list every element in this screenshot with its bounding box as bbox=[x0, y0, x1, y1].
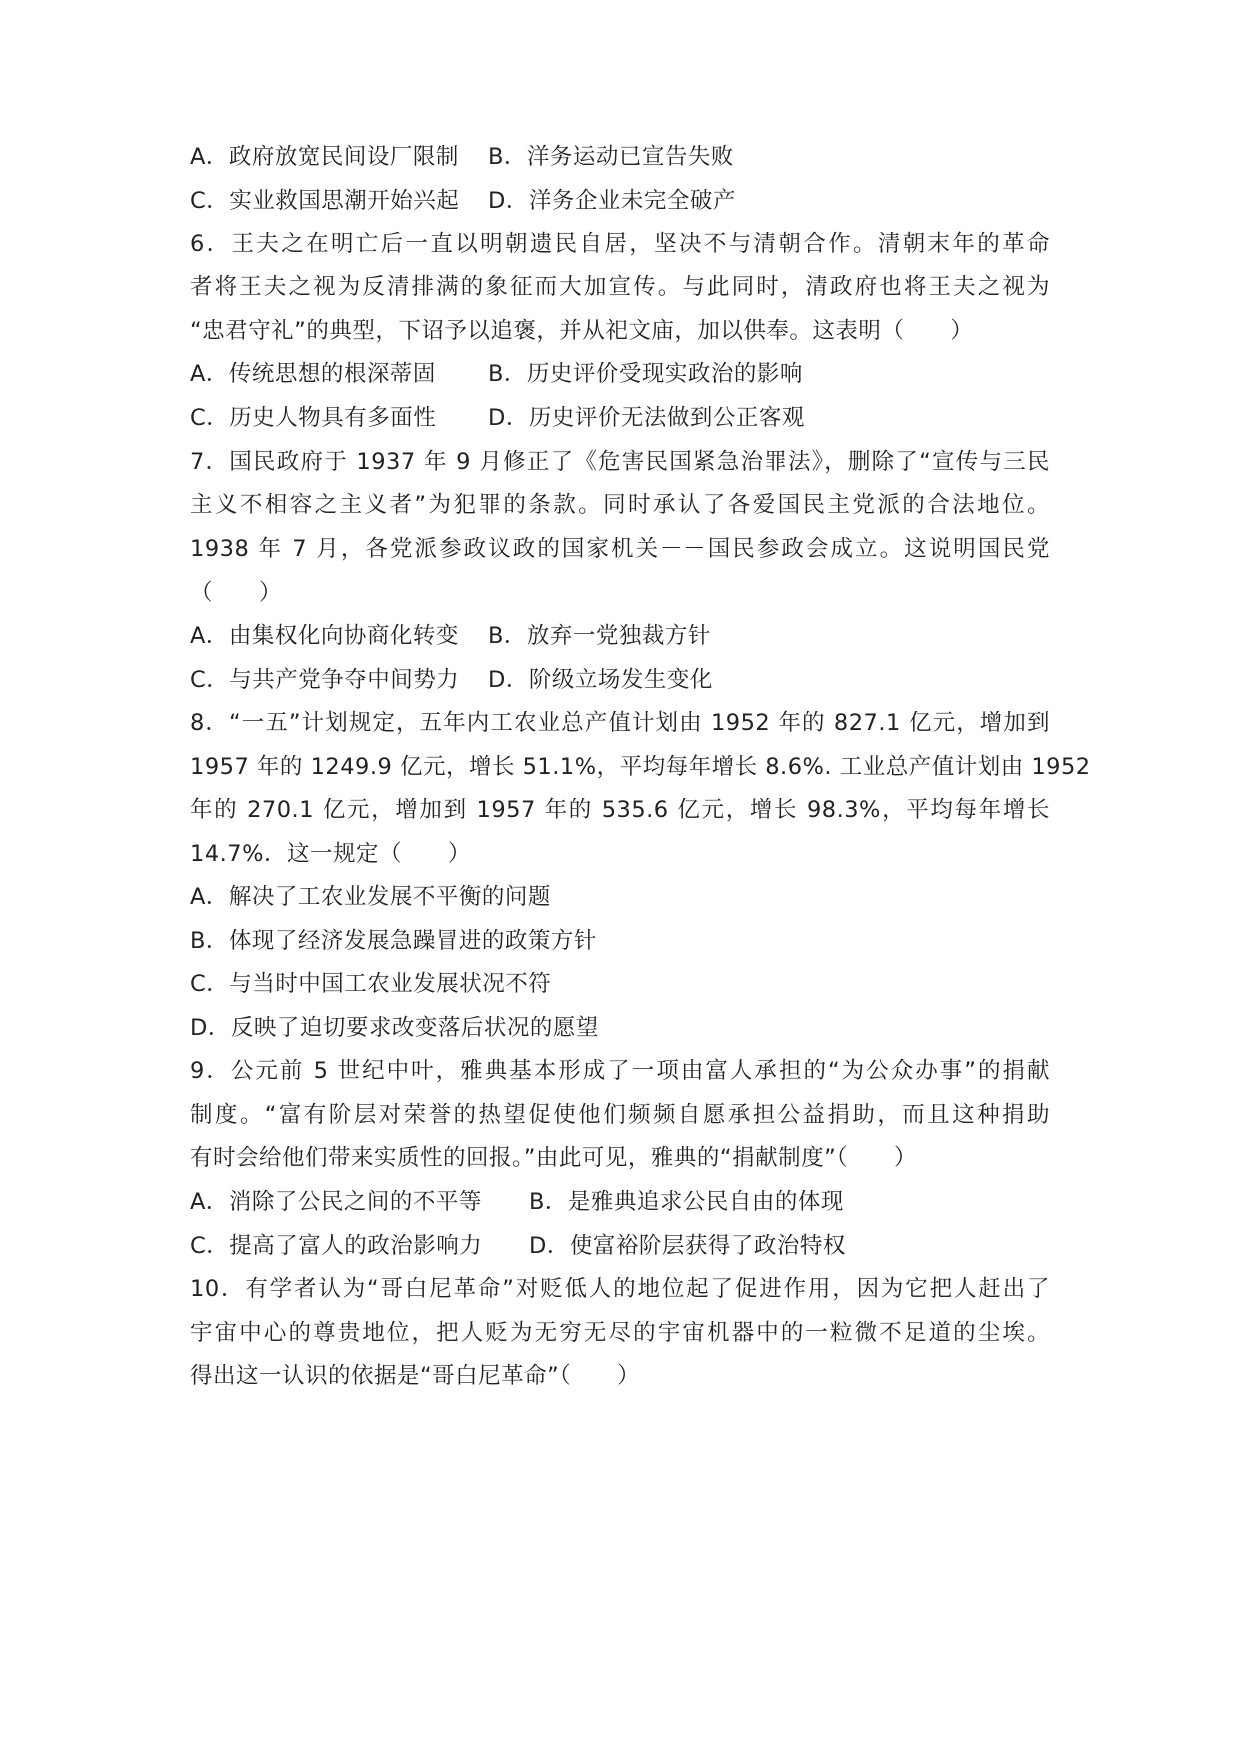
q9-option-d: D．使富裕阶层获得了政治特权 bbox=[529, 1233, 846, 1259]
q9-stem-line-1: 9．公元前 5 世纪中叶，雅典基本形成了一项由富人承担的“为公众办事”的捐献 bbox=[190, 1058, 1050, 1084]
q8-stem-line-1: 8．“一五”计划规定，五年内工农业总产值计划由 1952 年的 827.1 亿元，增加到 bbox=[190, 710, 1050, 736]
q6-option-d: D．历史评价无法做到公正客观 bbox=[488, 405, 805, 431]
q6-stem-line-2: 者将王夫之视为反清排满的象征而大加宣传。与此同时，清政府也将王夫之视为 bbox=[190, 274, 1050, 300]
q7-option-a: A．由集权化向协商化转变 bbox=[190, 623, 459, 649]
q8-stem-line-2: 1957 年的 1249.9 亿元，增长 51.1%，平均每年增长 8.6%. 工业总产值计划由 1952 bbox=[190, 754, 1091, 780]
q7-stem-line-4: （ ） bbox=[190, 580, 283, 606]
q7-stem-line-2: 主义不相容之主义者”为犯罪的条款。同时承认了各爱国民主党派的合法地位。 bbox=[190, 492, 1050, 518]
q8-option-c: C．与当时中国工农业发展状况不符 bbox=[190, 971, 552, 997]
q5-option-b: B．洋务运动已宣告失败 bbox=[488, 144, 734, 170]
q10-stem-line-2: 宇宙中心的尊贵地位，把人贬为无穷无尽的宇宙机器中的一粒微不足道的尘埃。 bbox=[190, 1320, 1050, 1346]
q6-option-b: B．历史评价受现实政治的影响 bbox=[488, 361, 803, 387]
q6-option-c: C．历史人物具有多面性 bbox=[190, 405, 437, 431]
q7-option-d: D．阶级立场发生变化 bbox=[488, 667, 713, 693]
q7-option-c: C．与共产党争夺中间势力 bbox=[190, 667, 460, 693]
q6-stem-line-1: 6．王夫之在明亡后一直以明朝遗民自居，坚决不与清朝合作。清朝末年的革命 bbox=[190, 231, 1050, 257]
q9-option-c: C．提高了富人的政治影响力 bbox=[190, 1233, 483, 1259]
q10-stem-line-1: 10．有学者认为“哥白尼革命”对贬低人的地位起了促进作用，因为它把人赶出了 bbox=[190, 1276, 1050, 1302]
q5-option-d: D．洋务企业未完全破产 bbox=[488, 188, 736, 214]
q8-option-b: B．体现了经济发展急躁冒进的政策方针 bbox=[190, 928, 597, 954]
q10-stem-line-3: 得出这一认识的依据是“哥白尼革命”（ ） bbox=[190, 1363, 641, 1389]
q5-option-a: A．政府放宽民间设厂限制 bbox=[190, 144, 459, 170]
q7-option-b: B．放弃一党独裁方针 bbox=[488, 623, 711, 649]
q6-stem-line-3: “忠君守礼”的典型，下诏予以追褒，并从祀文庙，加以供奉。这表明（ ） bbox=[190, 318, 974, 344]
q6-option-a: A．传统思想的根深蒂固 bbox=[190, 361, 436, 387]
q7-stem-line-1: 7．国民政府于 1937 年 9 月修正了《危害民国紧急治罪法》，删除了“宣传与三民 bbox=[190, 449, 1050, 475]
q8-option-a: A．解决了工农业发展不平衡的问题 bbox=[190, 884, 551, 910]
q8-option-d: D．反映了迫切要求改变落后状况的愿望 bbox=[190, 1015, 599, 1041]
q9-stem-line-3: 有时会给他们带来实质性的回报。”由此可见，雅典的“捐献制度”（ ） bbox=[190, 1145, 917, 1171]
q8-stem-line-4: 14.7%．这一规定（ ） bbox=[190, 841, 471, 867]
q7-stem-line-3: 1938 年 7 月，各党派参政议政的国家机关－－国民参政会成立。这说明国民党 bbox=[190, 536, 1050, 562]
q9-stem-line-2: 制度。“富有阶层对荣誉的热望促使他们频频自愿承担公益捐助，而且这种捐助 bbox=[190, 1102, 1050, 1128]
q9-option-b: B．是雅典追求公民自由的体现 bbox=[529, 1189, 844, 1215]
q5-option-c: C．实业救国思潮开始兴起 bbox=[190, 188, 460, 214]
q8-stem-line-3: 年的 270.1 亿元，增加到 1957 年的 535.6 亿元，增长 98.3%，平均每年增长 bbox=[190, 797, 1050, 823]
q9-option-a: A．消除了公民之间的不平等 bbox=[190, 1189, 482, 1215]
